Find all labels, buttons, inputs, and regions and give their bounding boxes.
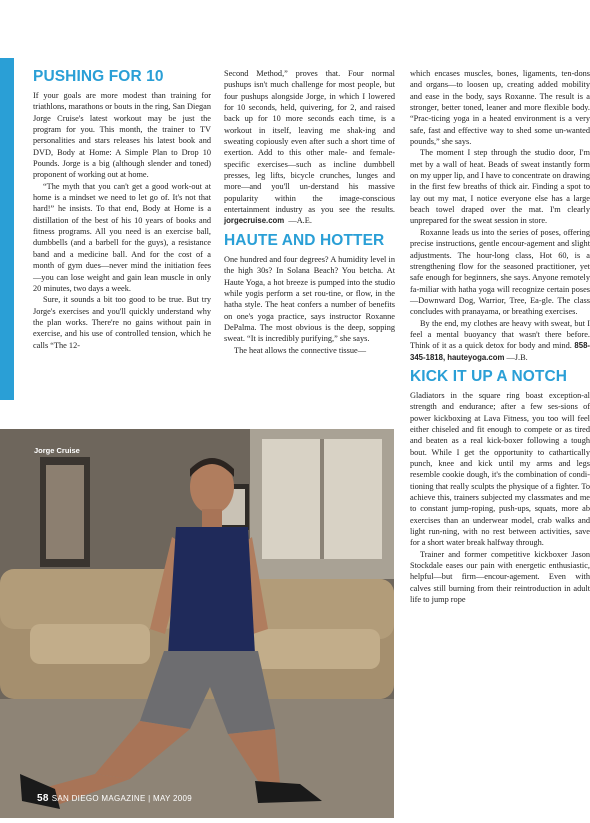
link-jorgecruise[interactable]: jorgecruise.com [224, 216, 285, 226]
photo-caption: Jorge Cruise [34, 446, 80, 455]
page-folio [37, 793, 192, 804]
heading-pushing-for-10: PUSHING FOR 10 [33, 68, 164, 85]
page-number: 58 [37, 793, 49, 804]
paragraph: If your goals are more modest than training for triathlons, marathons or bouts in the ring, San Diegan Jorge Cruise's latest workout may be just the program for you. This month, the trainer to TV personalities and stars releases his latest book and DVD, Body at Home: A Simple Plan to Drop 10 Pounds. Jorge is a big (although slender and toned) proponent of working out at home. [33, 91, 211, 180]
phone-number: 858-345-1818, [410, 341, 590, 362]
accent-tab [0, 58, 14, 400]
signature: —A.E. [288, 216, 312, 226]
photo-illustration [0, 429, 394, 818]
publication-line: SAN DIEGO MAGAZINE | MAY 2009 [51, 794, 193, 803]
paragraph: Gladiators in the square ring boast exception-al strength and endurance; after a few ses-sions of power kickboxing at Lava Fitness, you too will feel either chiseled and fit enough to compete or as tired and beaten as a real kick-boxer following a tough bout. While I get the opportunity to cathartically punch, knee and kick until my arms and legs resemble cookie dough, it's the combination of condi-tioning that really sculpts the physique of a fighter. To achieve this, trainers subjected my classmates and me to constant jump-roping, push-ups, squats, more ab exercises than an underwear model, crab walks and light run-ning, with no rest between activities, save for a short water break halfway through. [410, 390, 590, 548]
paragraph: The heat allows the connective tissue— [234, 345, 367, 355]
paragraph: which encases muscles, bones, ligaments, ten-dons and organs—to loosen up, creating added mobility and ease in the body, says Roxanne. The result is a stronger, better toned, leaner and more flexible body. “Prac-ticing yoga in a heated environment is a very safe, fast and effective way to shed some un-wanted pounds,” she says. [410, 69, 590, 147]
paragraph: Roxanne leads us into the series of poses, offering precise instructions, gentle encour-agement and slight adjustments. The hour-long class, Hot 60, is a strengthening flow for the seasoned practitioner, yet safe enough for beginners, she says. Anyone remotely fa-miliar with hatha yoga will recognize certain poses—Downward Dog, Warrior, Tree, Ea-gle. The class concludes with pranayama, or breathing exercises. [410, 227, 590, 317]
paragraph: The moment I step through the studio door, I'm met by a wall of heat. Beads of sweat instantly form on my upper lip, and I have to concentrate on drawing in the first few breaths of thick air. Finding a spot to lay out my mat, I notice everyone else has a large beach towel draped over the mat. I'm clearly unprepared for the sweat session in store. [410, 148, 590, 226]
paragraph-text: By the end, my clothes are heavy with sweat, but I feel a mental buoyancy that wasn't there before. Think of it as a quick detox for body and mind. [410, 318, 590, 351]
column-2 [224, 68, 395, 356]
paragraph: Trainer and former competitive kickboxer Jason Stockdale eases our pain with energetic enthusiastic, helpful—but firm—encour-agement. Even with calves still burning from their reintroduction in adult life to jump rope [410, 549, 590, 605]
photo-jorge-cruise-lunge [0, 429, 394, 818]
heading-kick-it-up-a-notch: KICK IT UP A NOTCH [410, 367, 568, 385]
link-hauteyoga[interactable]: hauteyoga.com [447, 352, 505, 362]
paragraph: “The myth that you can't get a good work-out at home is a mindset we need to let go of. It's not that hard!” he insists. To that end, Body at Home is a distillation of the best of his 10 years of books and fitness programs. All you need is an exercise ball, dumbbells (and a barbell for the guys), a resistance band and a medicine ball. And for the cost of a month of gym dues—never mind the initiation fees—you can lose weight and gain lean muscle in only 20 minutes, two days a week. [33, 181, 211, 293]
heading-haute-and-hotter: HAUTE AND HOTTER [224, 231, 385, 249]
paragraph-text: Second Method,” proves that. Four normal pushups isn't much challenge for most people, but four pushups alongside Jorge, in which I lowered for 10 seconds, held, quivering, for 2, and raised back up for 10 more seconds each time, is a workout in itself, leaving me shak-ing and sweating copiously even after such a short time of exertion. Add to this other male- and female-specific exercises—such as incline dumbbell presses, leg lifts, bicycle crunches, lunges and more—and you'll un-derstand his massive popularity within the image-conscious entertainment industry as you see the results. [224, 69, 395, 215]
signature: —J.B. [506, 352, 528, 362]
column-1 [33, 68, 211, 351]
paragraph [410, 318, 590, 363]
column-3 [410, 68, 590, 605]
paragraph: Sure, it sounds a bit too good to be true. But try Jorge's exercises and you'll quickly understand why the plan works. There're no gains without pain in exercise, and his use of controlled tension, which he calls “The 12- [33, 295, 211, 350]
paragraph [224, 68, 395, 227]
paragraph: One hundred and four degrees? A humidity level in the high 30s? In Solana Beach? You betcha. At Haute Yoga, a hot breeze is pumped into the studio while yogis perform a set rou-tine, or flow, in the hatha style. The heat confers a number of benefits on one's yoga practice, says instructor Roxanne DePalma. The most obvious is the deep, sopping sweat. “It is incredibly purifying,” she says. [224, 254, 395, 344]
